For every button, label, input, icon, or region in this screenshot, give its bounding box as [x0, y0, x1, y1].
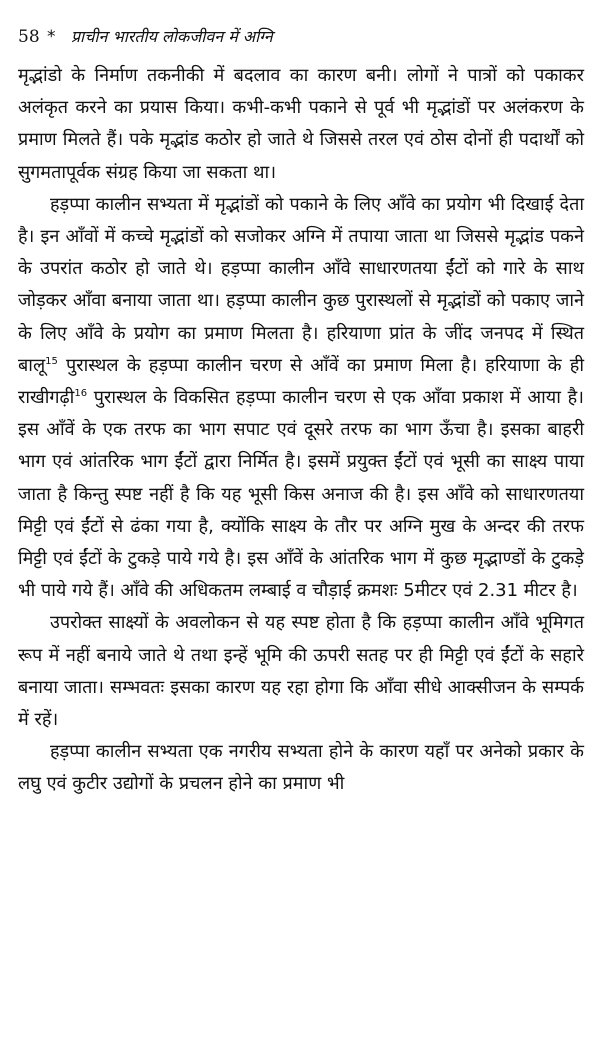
running-header	[18, 26, 584, 60]
paragraph-2-part-3: पुरास्थल के विकसित हड़प्पा कालीन चरण से एक आँवा प्रकाश में आया है। इस आँवें के एक तरफ का भाग सपाट एवं दूसरे तरफ का भाग ऊँचा है। इसका बाहरी भाग एवं आंतरिक भाग ईंटों द्वारा निर्मित है। इसमें प्रयुक्त ईंटों एवं भूसी का साक्ष्य पाया जाता है किन्तु स्पष्ट नहीं है कि यह भूसी किस अनाज की है। इस आँवे को साधारणतया मिट्टी एवं ईंटों से ढंका गया है, क्योंकि साक्ष्य के तौर पर अग्नि मुख के अन्दर की तरफ मिट्टी एवं ईंटों के टुकड़े पाये गये है। इस आँवें के आंतरिक भाग में कुछ मृद्भाण्डों के टुकड़े भी पाये गये हैं। आँवे की अधिकतम लम्बाई व चौड़ाई क्रमशः 5मीटर एवं 2.31 मीटर है।	[18, 387, 584, 602]
running-title: प्राचीन भारतीय लोकजीवन में अग्नि	[70, 27, 273, 46]
footnote-ref-15: 15	[45, 355, 58, 367]
body-text	[18, 60, 584, 801]
paragraph-2	[18, 189, 584, 608]
footnote-ref-16: 16	[74, 388, 88, 400]
paragraph-4: हड़प्पा कालीन सभ्यता एक नगरीय सभ्यता होने के कारण यहाँ पर अनेको प्रकार के लघु एवं कुटीर उद्योगों के प्रचलन होने का प्रमाण भी	[18, 741, 584, 795]
paragraph-3: उपरोक्त साक्ष्यों के अवलोकन से यह स्पष्ट होता है कि हड़प्पा कालीन आँवे भूमिगत रूप में नहीं बनाये जाते थे तथा इन्हें भूमि की ऊपरी सतह पर ही मिट्टी एवं ईंटों के सहारे बनाया जाता। सम्भवतः इसका कारण यह रहा होगा कि आँवा सीधे आक्सीजन के सम्पर्क में रहें।	[18, 612, 584, 731]
paragraph-1: मृद्भांडो के निर्माण तकनीकी में बदलाव का कारण बनी। लोगों ने पात्रों को पकाकर अलंकृत करने का प्रयास किया। कभी-कभी पकाने से पूर्व भी मृद्भांडों पर अलंकरण के प्रमाण मिलते हैं। पके मृद्भांड कठोर हो जाते थे जिससे तरल एवं ठोस दोनों ही पदार्थों को सुगमतापूर्वक संग्रह किया जा सकता था।	[18, 65, 584, 183]
page-number: 58	[18, 27, 40, 47]
header-separator: *	[47, 27, 56, 47]
paragraph-2-part-1: हड़प्पा कालीन सभ्यता में मृद्भांडों को पकाने के लिए आँवे का प्रयोग भी दिखाई देता है। इन आँवों में कच्चे मृद्भांडों को सजोकर अग्नि में तपाया जाता था जिससे मृद्भांड पकने के उपरांत कठोर हो जाते थे। हड़प्पा कालीन आँवे साधारणतया ईंटों को गारे के साथ जोड़कर आँवा बनाया जाता था। हड़प्पा कालीन कुछ पुरास्थलों से मृद्भांडों को पकाए जाने के लिए आँवे के प्रयोग का प्रमाण मिलता है। हरियाणा प्रांत के जींद जनपद में स्थित बालू	[18, 193, 584, 376]
paragraph-2-part-2: पुरास्थल के हड़प्पा कालीन चरण से आँवें का प्रमाण मिला है। हरियाणा के ही राखीगढ़ी	[18, 354, 584, 409]
